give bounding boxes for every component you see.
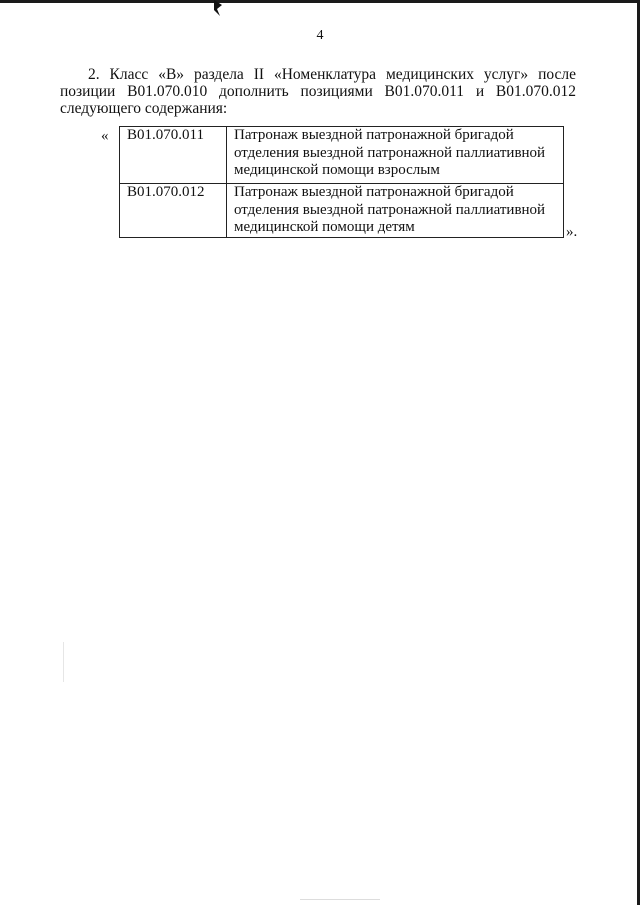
table-row <box>120 127 564 184</box>
position-name: Патронаж выездной патронажной бригадой отделения выездной патронажной паллиативной медицинской помощи детям <box>227 184 564 238</box>
page-number: 4 <box>316 28 324 43</box>
amendment-paragraph: 2. Класс «В» раздела II «Номенклатура медицинских услуг» после позиции В01.070.010 дополнить позициями В01.070.011 и В01.070.012 следующего содержания: <box>60 66 576 117</box>
scan-artifact <box>63 642 64 682</box>
position-code: В01.070.011 <box>120 127 227 184</box>
scan-border-top <box>0 0 640 3</box>
quote-close: ». <box>566 224 578 240</box>
position-code: В01.070.012 <box>120 184 227 238</box>
scan-mark-icon <box>214 0 222 16</box>
position-name: Патронаж выездной патронажной бригадой отделения выездной патронажной паллиативной медицинской помощи взрослым <box>227 127 564 184</box>
quote-open: « <box>101 128 109 144</box>
scan-artifact <box>300 899 380 900</box>
positions-table <box>119 126 564 238</box>
table-row <box>120 184 564 238</box>
